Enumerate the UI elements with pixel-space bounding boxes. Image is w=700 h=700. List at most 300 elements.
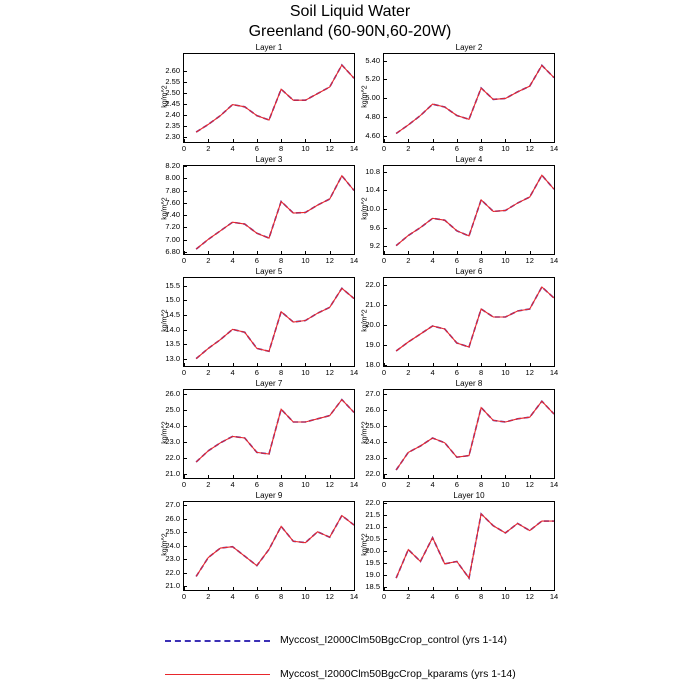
x-tick-label: 10 <box>301 144 310 153</box>
x-tick-label: 6 <box>454 144 459 153</box>
series-canvas <box>184 278 354 366</box>
x-tick-label: 6 <box>254 256 259 265</box>
y-tick-mark <box>183 505 187 506</box>
x-tick-label: 6 <box>454 256 459 265</box>
y-tick-label: 5.40 <box>365 55 380 65</box>
x-tick-mark <box>554 139 555 143</box>
y-tick-label: 7.60 <box>165 197 180 207</box>
x-tick-mark <box>305 139 306 143</box>
x-tick-mark <box>330 363 331 367</box>
x-tick-label: 14 <box>349 592 359 601</box>
chart-panel <box>161 267 359 381</box>
x-tick-mark <box>184 475 185 479</box>
y-tick-label: 25.0 <box>165 404 180 414</box>
x-tick-label: 12 <box>325 480 334 489</box>
x-tick-mark <box>457 475 458 479</box>
x-tick-label: 10 <box>501 144 510 153</box>
y-tick-mark <box>383 394 387 395</box>
x-tick-mark <box>505 587 506 591</box>
y-tick-mark <box>183 300 187 301</box>
x-tick-label: 0 <box>381 256 387 265</box>
x-tick-label: 0 <box>181 256 187 265</box>
x-tick-mark <box>530 363 531 367</box>
panel-title: Layer 7 <box>255 379 283 388</box>
y-tick-mark <box>383 98 387 99</box>
x-tick-mark <box>184 251 185 255</box>
series-line <box>196 176 354 249</box>
y-tick-mark <box>183 166 187 167</box>
x-tick-mark <box>208 139 209 143</box>
chart-panel <box>161 155 359 269</box>
x-tick-mark <box>384 139 385 143</box>
chart-panel <box>161 491 359 605</box>
y-axis-label: kg/m^2 <box>161 533 169 556</box>
y-tick-mark <box>183 532 187 533</box>
chart-panel <box>361 267 559 381</box>
y-tick-mark <box>183 344 187 345</box>
y-tick-label: 2.35 <box>165 120 180 130</box>
x-tick-label: 10 <box>301 368 310 377</box>
x-tick-label: 6 <box>254 592 259 601</box>
x-tick-mark <box>408 587 409 591</box>
series-line <box>196 176 354 249</box>
x-tick-mark <box>481 363 482 367</box>
y-tick-label: 5.00 <box>365 93 380 103</box>
panel-title: Layer 6 <box>455 267 483 276</box>
y-tick-label: 22.0 <box>165 452 180 462</box>
y-tick-mark <box>383 503 387 504</box>
x-tick-mark <box>505 251 506 255</box>
y-tick-label: 15.0 <box>165 295 180 305</box>
y-tick-mark <box>383 190 387 191</box>
x-tick-mark <box>384 251 385 255</box>
y-tick-mark <box>183 93 187 94</box>
y-tick-label: 19.0 <box>365 569 380 579</box>
x-tick-mark <box>408 475 409 479</box>
y-tick-mark <box>383 458 387 459</box>
y-tick-mark <box>383 136 387 137</box>
y-tick-label: 10.0 <box>365 204 380 213</box>
x-tick-label: 12 <box>525 144 534 153</box>
plot-area <box>183 277 355 367</box>
y-tick-mark <box>183 442 187 443</box>
series-line <box>396 287 554 351</box>
y-tick-label: 25.0 <box>365 420 380 430</box>
x-tick-mark <box>330 587 331 591</box>
y-tick-label: 24.0 <box>165 420 180 430</box>
y-tick-label: 2.60 <box>165 65 180 75</box>
y-tick-label: 24.0 <box>165 540 180 550</box>
y-tick-mark <box>383 117 387 118</box>
panel-title: Layer 9 <box>255 491 283 500</box>
series-canvas <box>184 390 354 478</box>
series-canvas <box>384 278 554 366</box>
x-tick-label: 0 <box>181 368 187 377</box>
panel-title: Layer 10 <box>453 491 485 500</box>
x-tick-label: 6 <box>454 592 459 601</box>
y-tick-mark <box>183 240 187 241</box>
x-tick-mark <box>184 363 185 367</box>
y-tick-label: 26.0 <box>165 513 180 523</box>
x-tick-mark <box>554 587 555 591</box>
y-tick-mark <box>183 519 187 520</box>
x-tick-mark <box>354 251 355 255</box>
y-tick-label: 2.30 <box>165 131 180 141</box>
x-tick-label: 2 <box>206 592 211 601</box>
series-line <box>196 65 354 132</box>
x-tick-label: 2 <box>406 592 411 601</box>
x-tick-label: 0 <box>181 480 187 489</box>
panel-title: Layer 4 <box>455 155 483 164</box>
panel-title: Layer 3 <box>255 155 283 164</box>
y-tick-label: 7.00 <box>165 234 180 244</box>
x-tick-label: 10 <box>301 592 310 601</box>
x-tick-label: 10 <box>501 256 510 265</box>
y-tick-label: 21.5 <box>365 510 380 520</box>
x-tick-label: 2 <box>206 480 211 489</box>
x-tick-label: 4 <box>430 480 435 489</box>
y-tick-mark <box>383 410 387 411</box>
x-tick-mark <box>281 475 282 479</box>
x-tick-label: 6 <box>254 144 259 153</box>
y-tick-mark <box>383 515 387 516</box>
x-tick-mark <box>330 139 331 143</box>
x-tick-label: 12 <box>325 592 334 601</box>
y-tick-mark <box>383 325 387 326</box>
title-line-2: Greenland (60-90N,60-20W) <box>248 23 452 40</box>
legend-swatch-kparams <box>165 674 270 677</box>
series-line <box>396 65 554 133</box>
y-tick-mark <box>183 410 187 411</box>
x-tick-label: 2 <box>206 256 211 265</box>
x-tick-mark <box>554 251 555 255</box>
y-tick-label: 10.4 <box>365 185 380 195</box>
x-tick-mark <box>184 139 185 143</box>
x-tick-label: 4 <box>230 144 235 153</box>
x-tick-mark <box>257 475 258 479</box>
x-tick-label: 14 <box>349 256 359 265</box>
y-tick-label: 26.0 <box>165 388 180 398</box>
y-tick-label: 22.0 <box>165 567 180 577</box>
y-tick-mark <box>383 426 387 427</box>
y-tick-mark <box>383 539 387 540</box>
x-tick-mark <box>457 251 458 255</box>
x-tick-mark <box>257 363 258 367</box>
x-tick-label: 0 <box>381 592 387 601</box>
x-tick-mark <box>530 139 531 143</box>
series-canvas <box>384 54 554 142</box>
x-tick-label: 8 <box>279 256 284 265</box>
y-tick-label: 21.0 <box>365 522 380 532</box>
series-canvas <box>184 166 354 254</box>
x-tick-mark <box>554 363 555 367</box>
y-tick-mark <box>383 209 387 210</box>
y-axis-label: kg/m^2 <box>161 309 169 332</box>
x-tick-mark <box>305 475 306 479</box>
chart-panel <box>361 379 559 493</box>
x-tick-label: 0 <box>181 144 187 153</box>
y-tick-mark <box>183 559 187 560</box>
panel-title: Layer 1 <box>255 43 283 52</box>
y-tick-mark <box>183 82 187 83</box>
x-tick-label: 12 <box>525 368 534 377</box>
x-tick-mark <box>208 587 209 591</box>
y-tick-label: 24.0 <box>365 436 380 446</box>
y-tick-mark <box>183 227 187 228</box>
x-tick-mark <box>257 139 258 143</box>
x-tick-label: 4 <box>230 368 235 377</box>
y-axis-label: kg/m^2 <box>161 85 169 108</box>
x-tick-label: 2 <box>406 480 411 489</box>
x-tick-mark <box>384 587 385 591</box>
y-tick-label: 10.8 <box>365 166 380 176</box>
y-tick-label: 20.0 <box>365 320 380 329</box>
plot-area <box>383 501 555 591</box>
x-tick-mark <box>233 587 234 591</box>
y-tick-label: 4.80 <box>365 112 380 122</box>
x-tick-mark <box>384 363 385 367</box>
y-tick-label: 18.5 <box>365 581 380 591</box>
y-tick-label: 21.0 <box>165 581 180 591</box>
series-line <box>396 175 554 245</box>
y-tick-label: 19.5 <box>365 557 380 567</box>
y-tick-label: 4.60 <box>365 131 380 141</box>
y-tick-mark <box>383 527 387 528</box>
x-tick-label: 2 <box>406 144 411 153</box>
y-tick-label: 6.80 <box>165 246 180 256</box>
y-tick-mark <box>183 203 187 204</box>
chart-panel <box>161 43 359 157</box>
y-tick-mark <box>183 286 187 287</box>
x-tick-mark <box>505 475 506 479</box>
y-tick-mark <box>183 191 187 192</box>
series-canvas <box>184 502 354 590</box>
series-line <box>396 287 554 351</box>
y-tick-mark <box>383 551 387 552</box>
x-tick-label: 10 <box>301 256 310 265</box>
x-tick-mark <box>257 587 258 591</box>
series-line <box>196 288 354 358</box>
x-tick-mark <box>457 363 458 367</box>
y-tick-mark <box>183 215 187 216</box>
y-tick-label: 22.0 <box>365 468 380 478</box>
x-tick-mark <box>330 475 331 479</box>
plot-area <box>183 165 355 255</box>
y-axis-label: kg/m^2 <box>161 197 169 220</box>
x-tick-mark <box>433 363 434 367</box>
x-tick-mark <box>481 475 482 479</box>
x-tick-mark <box>530 587 531 591</box>
y-tick-label: 19.0 <box>365 340 380 349</box>
plot-area <box>383 165 555 255</box>
y-tick-label: 2.40 <box>165 109 180 119</box>
x-tick-mark <box>281 363 282 367</box>
x-tick-mark <box>408 139 409 143</box>
y-tick-mark <box>183 458 187 459</box>
x-tick-label: 4 <box>430 368 435 377</box>
y-tick-mark <box>383 61 387 62</box>
y-tick-label: 21.0 <box>365 300 380 309</box>
x-tick-mark <box>433 587 434 591</box>
y-tick-label: 9.6 <box>369 222 380 232</box>
x-tick-label: 0 <box>381 368 387 377</box>
series-line <box>196 516 354 577</box>
y-axis-label: kg/m^2 <box>361 309 369 332</box>
x-tick-label: 12 <box>525 592 534 601</box>
y-tick-mark <box>383 442 387 443</box>
plot-area <box>383 277 555 367</box>
y-tick-mark <box>183 426 187 427</box>
x-tick-label: 14 <box>549 592 559 601</box>
chart-panel <box>361 43 559 157</box>
x-tick-label: 4 <box>430 144 435 153</box>
legend-item-control <box>0 628 700 662</box>
y-axis-label: kg/m^2 <box>361 197 369 220</box>
series-line <box>396 514 554 578</box>
x-tick-label: 12 <box>325 368 334 377</box>
y-tick-label: 2.55 <box>165 76 180 86</box>
x-tick-mark <box>208 363 209 367</box>
panel-title: Layer 8 <box>455 379 483 388</box>
x-tick-label: 8 <box>279 480 284 489</box>
x-tick-mark <box>481 587 482 591</box>
x-tick-mark <box>305 251 306 255</box>
x-tick-label: 6 <box>254 480 259 489</box>
x-tick-mark <box>457 587 458 591</box>
x-tick-mark <box>184 587 185 591</box>
y-tick-label: 27.0 <box>165 500 180 510</box>
series-line <box>396 401 554 470</box>
x-tick-label: 8 <box>479 368 484 377</box>
x-tick-label: 10 <box>501 368 510 377</box>
y-tick-mark <box>183 115 187 116</box>
x-tick-mark <box>530 475 531 479</box>
y-tick-mark <box>383 228 387 229</box>
x-tick-label: 8 <box>479 480 484 489</box>
x-tick-mark <box>408 363 409 367</box>
x-tick-mark <box>433 139 434 143</box>
x-tick-label: 4 <box>230 480 235 489</box>
x-tick-mark <box>305 587 306 591</box>
x-tick-label: 8 <box>279 592 284 601</box>
series-line <box>196 288 354 358</box>
plot-area <box>383 53 555 143</box>
y-tick-label: 13.0 <box>165 354 180 364</box>
x-tick-mark <box>208 475 209 479</box>
x-tick-label: 4 <box>230 256 235 265</box>
y-tick-mark <box>383 285 387 286</box>
x-tick-mark <box>281 251 282 255</box>
y-axis-label: kg/m^2 <box>361 533 369 556</box>
x-tick-mark <box>505 139 506 143</box>
x-tick-label: 2 <box>406 256 411 265</box>
series-canvas <box>184 54 354 142</box>
x-tick-label: 8 <box>479 592 484 601</box>
y-tick-label: 14.5 <box>165 310 180 320</box>
y-tick-label: 18.0 <box>365 360 380 369</box>
y-tick-mark <box>183 178 187 179</box>
y-tick-mark <box>183 104 187 105</box>
x-tick-mark <box>457 139 458 143</box>
y-tick-label: 20.5 <box>365 534 380 544</box>
series-canvas <box>384 502 554 590</box>
series-line <box>396 65 554 133</box>
y-tick-mark <box>383 172 387 173</box>
series-canvas <box>384 166 554 254</box>
y-axis-label: kg/m^2 <box>361 421 369 444</box>
x-tick-label: 10 <box>501 592 510 601</box>
y-tick-mark <box>383 345 387 346</box>
x-tick-label: 6 <box>454 368 459 377</box>
x-tick-label: 14 <box>349 480 359 489</box>
y-tick-label: 22.0 <box>365 498 380 508</box>
x-tick-mark <box>530 251 531 255</box>
x-tick-label: 12 <box>525 256 534 265</box>
x-tick-mark <box>257 251 258 255</box>
x-tick-label: 8 <box>479 144 484 153</box>
x-tick-label: 0 <box>381 144 387 153</box>
x-tick-mark <box>233 251 234 255</box>
y-tick-mark <box>183 126 187 127</box>
y-tick-label: 23.0 <box>365 452 380 462</box>
y-tick-mark <box>383 79 387 80</box>
x-tick-label: 6 <box>454 480 459 489</box>
y-tick-mark <box>383 246 387 247</box>
y-tick-label: 23.0 <box>165 554 180 564</box>
y-tick-label: 5.20 <box>365 74 380 84</box>
legend-swatch-control <box>165 640 270 644</box>
y-tick-mark <box>383 575 387 576</box>
y-tick-label: 2.50 <box>165 87 180 97</box>
x-tick-label: 0 <box>181 592 187 601</box>
x-tick-mark <box>233 139 234 143</box>
y-tick-mark <box>183 546 187 547</box>
series-line <box>196 516 354 577</box>
y-tick-mark <box>383 563 387 564</box>
y-tick-mark <box>183 71 187 72</box>
y-tick-label: 21.0 <box>165 468 180 478</box>
y-tick-mark <box>183 394 187 395</box>
x-tick-mark <box>554 475 555 479</box>
y-tick-label: 8.00 <box>165 173 180 183</box>
x-tick-mark <box>233 363 234 367</box>
x-tick-label: 2 <box>206 144 211 153</box>
y-tick-mark <box>183 330 187 331</box>
y-tick-label: 7.80 <box>165 185 180 195</box>
y-tick-label: 15.5 <box>165 280 180 290</box>
chart-panel <box>361 491 559 605</box>
x-tick-label: 14 <box>549 256 559 265</box>
x-tick-mark <box>433 475 434 479</box>
legend <box>0 628 700 696</box>
x-tick-label: 2 <box>206 368 211 377</box>
x-tick-mark <box>305 363 306 367</box>
x-tick-label: 14 <box>349 368 359 377</box>
y-tick-label: 23.0 <box>165 436 180 446</box>
series-canvas <box>384 390 554 478</box>
x-tick-mark <box>481 251 482 255</box>
y-tick-mark <box>383 305 387 306</box>
x-tick-mark <box>408 251 409 255</box>
x-tick-mark <box>505 363 506 367</box>
y-tick-label: 13.5 <box>165 339 180 349</box>
x-tick-label: 4 <box>230 592 235 601</box>
x-tick-mark <box>481 139 482 143</box>
y-tick-mark <box>183 359 187 360</box>
x-tick-label: 8 <box>279 368 284 377</box>
y-tick-label: 2.45 <box>165 98 180 108</box>
x-tick-label: 12 <box>325 256 334 265</box>
